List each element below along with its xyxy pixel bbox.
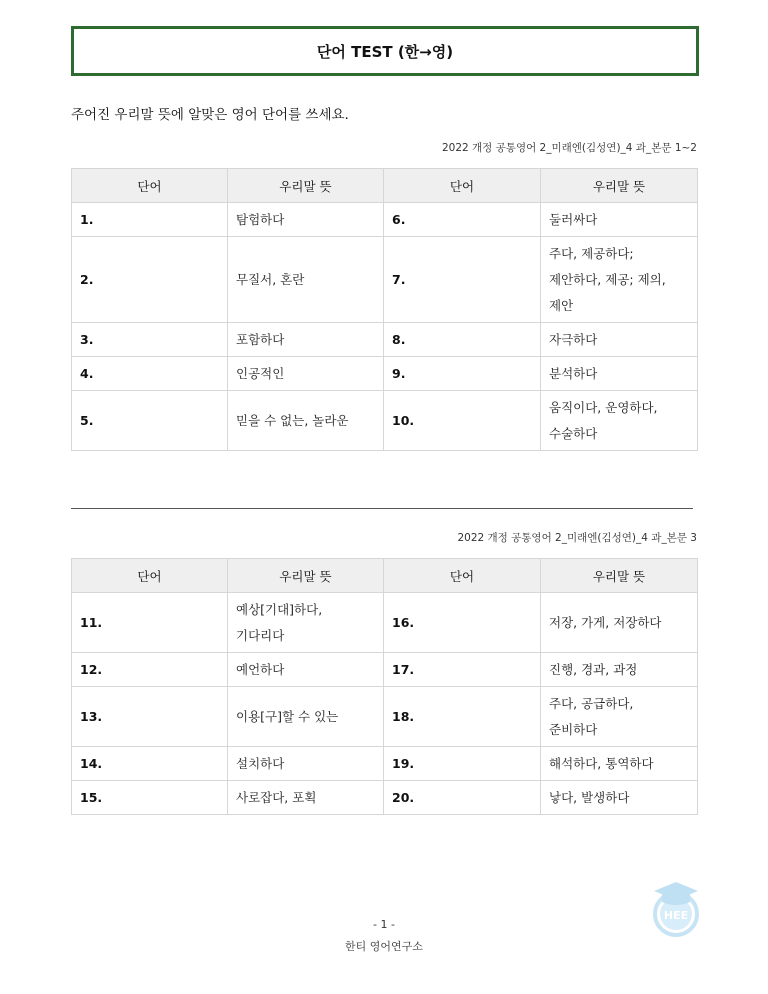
section-divider bbox=[71, 508, 693, 509]
meaning-line: 저장, 가게, 저장하다 bbox=[549, 614, 662, 630]
table-row bbox=[72, 391, 698, 451]
word-number: 12. bbox=[72, 653, 228, 687]
word-number: 17. bbox=[384, 653, 541, 687]
table-row bbox=[72, 203, 698, 237]
meaning-cell bbox=[228, 687, 384, 747]
meaning-cell bbox=[541, 687, 698, 747]
meaning-cell bbox=[228, 203, 384, 237]
meaning-cell bbox=[228, 237, 384, 323]
meaning-cell bbox=[541, 391, 698, 451]
meaning-cell bbox=[541, 593, 698, 653]
meaning-cell bbox=[541, 653, 698, 687]
page-number: - 1 - bbox=[373, 918, 395, 931]
word-number: 2. bbox=[72, 237, 228, 323]
table-header-row bbox=[72, 169, 698, 203]
meaning-cell bbox=[541, 323, 698, 357]
meaning-line: 자극하다 bbox=[549, 331, 598, 347]
table-row bbox=[72, 357, 698, 391]
meaning-line: 제안 bbox=[549, 297, 574, 313]
word-number: 18. bbox=[384, 687, 541, 747]
meaning-line: 이용[구]할 수 있는 bbox=[236, 708, 339, 724]
meaning-cell bbox=[541, 203, 698, 237]
word-number: 5. bbox=[72, 391, 228, 451]
header-word: 단어 bbox=[72, 559, 228, 593]
meaning-cell bbox=[228, 391, 384, 451]
header-meaning: 우리말 뜻 bbox=[541, 559, 698, 593]
meaning-line: 탐험하다 bbox=[236, 211, 285, 227]
header-meaning: 우리말 뜻 bbox=[541, 169, 698, 203]
logo-text: HEE bbox=[663, 909, 689, 922]
meaning-cell bbox=[541, 781, 698, 815]
meaning-line: 기다리다 bbox=[236, 627, 285, 643]
meaning-line: 예언하다 bbox=[236, 661, 285, 677]
word-number: 7. bbox=[384, 237, 541, 323]
meaning-line: 인공적인 bbox=[236, 365, 285, 381]
table-body-2 bbox=[72, 593, 698, 815]
vocab-table-1 bbox=[71, 168, 698, 451]
meaning-line: 믿을 수 없는, 놀라운 bbox=[236, 412, 349, 428]
word-number: 16. bbox=[384, 593, 541, 653]
meaning-cell bbox=[228, 747, 384, 781]
meaning-cell bbox=[228, 323, 384, 357]
header-meaning: 우리말 뜻 bbox=[228, 559, 384, 593]
instruction-text: 주어진 우리말 뜻에 알맞은 영어 단어를 쓰세요. bbox=[71, 107, 349, 123]
meaning-cell bbox=[541, 357, 698, 391]
meaning-line: 준비하다 bbox=[549, 721, 598, 737]
meaning-cell bbox=[228, 593, 384, 653]
meaning-line: 무질서, 혼란 bbox=[236, 271, 305, 287]
word-number: 1. bbox=[72, 203, 228, 237]
word-number: 13. bbox=[72, 687, 228, 747]
table-row bbox=[72, 687, 698, 747]
word-number: 6. bbox=[384, 203, 541, 237]
meaning-cell bbox=[228, 357, 384, 391]
header-word: 단어 bbox=[384, 559, 541, 593]
meaning-line: 낳다, 발생하다 bbox=[549, 789, 630, 805]
meaning-line: 움직이다, 운영하다, bbox=[549, 399, 658, 415]
meaning-line: 예상[기대]하다, bbox=[236, 601, 323, 617]
header-meaning: 우리말 뜻 bbox=[228, 169, 384, 203]
word-number: 10. bbox=[384, 391, 541, 451]
meaning-cell bbox=[541, 747, 698, 781]
meaning-line: 주다, 제공하다; bbox=[549, 245, 634, 261]
header-word: 단어 bbox=[72, 169, 228, 203]
meaning-line: 해석하다, 통역하다 bbox=[549, 755, 654, 771]
word-number: 8. bbox=[384, 323, 541, 357]
meaning-line: 포함하다 bbox=[236, 331, 285, 347]
meaning-line: 주다, 공급하다, bbox=[549, 695, 634, 711]
meaning-line: 사로잡다, 포획 bbox=[236, 789, 317, 805]
meaning-cell bbox=[228, 781, 384, 815]
table-row bbox=[72, 593, 698, 653]
meaning-line: 둘러싸다 bbox=[549, 211, 598, 227]
table-header-row bbox=[72, 559, 698, 593]
table-row bbox=[72, 237, 698, 323]
vocab-table-2 bbox=[71, 558, 698, 815]
meaning-line: 제안하다, 제공; 제의, bbox=[549, 271, 666, 287]
word-number: 19. bbox=[384, 747, 541, 781]
word-number: 3. bbox=[72, 323, 228, 357]
header-word: 단어 bbox=[384, 169, 541, 203]
word-number: 14. bbox=[72, 747, 228, 781]
table-row bbox=[72, 747, 698, 781]
word-number: 11. bbox=[72, 593, 228, 653]
word-number: 9. bbox=[384, 357, 541, 391]
meaning-line: 진행, 경과, 과정 bbox=[549, 661, 638, 677]
meaning-line: 수술하다 bbox=[549, 425, 598, 441]
page-title: 단어 TEST (한→영) bbox=[316, 42, 454, 61]
meaning-line: 분석하다 bbox=[549, 365, 598, 381]
table-row bbox=[72, 653, 698, 687]
word-number: 20. bbox=[384, 781, 541, 815]
table-body-1 bbox=[72, 203, 698, 451]
footer-org: 한티 영어연구소 bbox=[345, 940, 423, 953]
meaning-cell bbox=[228, 653, 384, 687]
table-row bbox=[72, 323, 698, 357]
source-label-1: 2022 개정 공통영어 2_미래엔(김성연)_4 과_본문 1~2 bbox=[441, 142, 697, 154]
title-box bbox=[71, 26, 699, 76]
word-number: 15. bbox=[72, 781, 228, 815]
word-number: 4. bbox=[72, 357, 228, 391]
meaning-line: 설치하다 bbox=[236, 755, 285, 771]
table-row bbox=[72, 781, 698, 815]
meaning-cell bbox=[541, 237, 698, 323]
source-label-2: 2022 개정 공통영어 2_미래엔(김성연)_4 과_본문 3 bbox=[457, 532, 697, 544]
